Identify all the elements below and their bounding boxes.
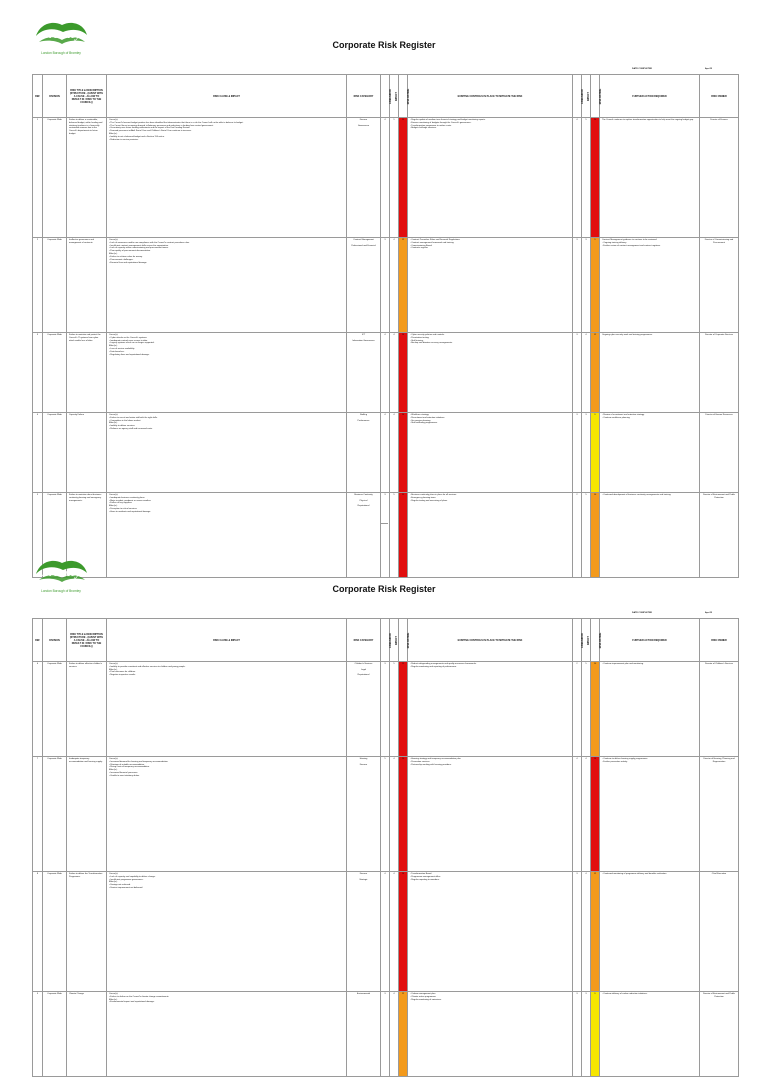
further-action: - Continued monitoring of programme delivery and benefits realisation. — [600, 872, 700, 992]
svg-text:London Borough of Bromley: London Borough of Bromley — [41, 51, 81, 55]
risk-cause-impact: Cause(s): • Inadequate business continuity plans. • Major incident, pandemic or severe weather. • Failure of key suppliers. Effect(s): • Disruption to critical services. • Harm to residents and reputational damage. — [107, 493, 347, 578]
col-current-likelihood: LIKELIHOOD — [573, 75, 582, 118]
risk-division: Corporate Wide — [43, 493, 67, 578]
risk-division: Corporate Wide — [43, 757, 67, 872]
current-rating: 12 — [591, 872, 600, 992]
gross-rating: 16 — [399, 413, 408, 493]
register-page-1 — [0, 0, 768, 518]
risk-title: Failure to deliver effective children's services. — [67, 662, 107, 757]
current-likelihood: 3 — [573, 413, 582, 493]
risk-cause-impact: Cause(s): • Failure to recruit and retain staff with the right skills. • Competition in the labour market. Effect(s): • Inability to deliver services. • Reliance on agency staff and increased costs. — [107, 413, 347, 493]
col-owner: RISK OWNER — [700, 619, 739, 662]
gross-rating: 16 — [399, 333, 408, 413]
risk-cause-impact: Cause(s): • Lack of awareness and/or non-compliance with the Council's contract procedure rules. • Insufficient contract management skills across the organisation. • Lack of capacity within commissioning and procurement teams. • Poor quality of procurement documentation. Effect(s): • Failure to achieve value for money. • Procurement challenges. • Financial loss and reputational damage. — [107, 238, 347, 333]
current-impact: 5 — [582, 662, 591, 757]
col-title: RISK TITLE & DESCRIPTION (STRUCTURE - (EVENT WITH A CAUSE - ALLOW TO RESULT IN / RISK TO THE COUNCIL)) — [67, 619, 107, 662]
existing-controls: - Housing strategy and temporary accommodation plan. - Prevention services. - Partnership working with housing providers. — [408, 757, 573, 872]
risk-owner: Chief Executive — [700, 872, 739, 992]
risk-ref: 8 — [33, 872, 43, 992]
risk-division: Corporate Wide — [43, 872, 67, 992]
risk-owner: Director of Environment and Public Protection — [700, 992, 739, 1077]
risk-division: Corporate Wide — [43, 118, 67, 238]
table-header-row — [33, 75, 739, 118]
current-rating: 10 — [591, 662, 600, 757]
gross-likelihood: 3 — [381, 493, 390, 578]
gross-likelihood: 5 — [381, 757, 390, 872]
current-likelihood: 3 — [573, 333, 582, 413]
col-gross-impact: IMPACT — [390, 75, 399, 118]
bromley-logo — [32, 16, 90, 60]
current-impact: 4 — [582, 872, 591, 992]
table-row — [33, 872, 739, 992]
risk-title: Ineffective governance and management of contracts. — [67, 238, 107, 333]
col-current-rating: RISK RATING — [591, 619, 600, 662]
risk-owner: Director of Finance — [700, 118, 739, 238]
risk-ref: 7 — [33, 757, 43, 872]
risk-title: Failure to maintain and protect the Council's IT systems from cyber attack and/or loss of data. — [67, 333, 107, 413]
svg-text:Bromley: Bromley — [41, 29, 81, 41]
table-row — [33, 238, 739, 333]
gross-impact: 4 — [390, 413, 399, 493]
risk-cause-impact: Cause(s): • Increased demand for housing and temporary accommodation. • Shortage of suitable accommodation. • Rising costs of temporary accommodation. Effect(s): • Increased financial pressures. • Unable to meet statutory duties. — [107, 757, 347, 872]
risk-owner: Director of Human Resources — [700, 413, 739, 493]
col-current-impact: IMPACT — [582, 75, 591, 118]
risk-register-table — [32, 618, 739, 1077]
gross-impact: 4 — [390, 757, 399, 872]
table-row — [33, 662, 739, 757]
current-rating: 10 — [591, 493, 600, 578]
risk-category: Finance Governance — [347, 118, 381, 238]
gross-impact: 4 — [390, 872, 399, 992]
further-action: Contract Management guidance to continue to be reviewed. - Ongoing training delivery. - Further review of contract management and contract registers. — [600, 238, 700, 333]
current-likelihood: 4 — [573, 757, 582, 872]
current-likelihood: 3 — [573, 238, 582, 333]
col-owner: RISK OWNER — [700, 75, 739, 118]
gross-impact: 5 — [390, 493, 399, 578]
table-row — [33, 118, 739, 238]
gross-likelihood: 3 — [381, 662, 390, 757]
gross-likelihood: 4 — [381, 118, 390, 238]
gross-impact: 4 — [390, 333, 399, 413]
col-controls: EXISTING CONTROLS IN PLACE TO MITIGATE THE RISK — [408, 619, 573, 662]
col-gross-rating: RISK RATING — [399, 75, 408, 118]
page-title: Corporate Risk Register — [332, 40, 436, 50]
col-gross-likelihood: LIKELIHOOD — [381, 75, 390, 118]
risk-category: Children's Services Legal Reputational — [347, 662, 381, 757]
date-completed-label: DATE COMPLETED — [632, 612, 653, 614]
gross-rating: 15 — [399, 662, 408, 757]
current-rating: 20 — [591, 118, 600, 238]
risk-category: Staffing Performance — [347, 413, 381, 493]
current-impact: 5 — [582, 118, 591, 238]
gross-impact: 5 — [390, 662, 399, 757]
risk-cause-impact: Cause(s): • The Council's forecast budget position has been identified that demonstrates that there is a risk the Council will not be able to balance its budget. • The Council faces increasing demand, inflationary pressures and reductions in funding from central government. • Uncertainty over future funding settlements and the impact of the Fair Funding Review. • Demand pressures in Adult Social Care and Children's Social Care continue to increase. Effect(s): • Inability to set a balanced budget and a Section 114 notice. • Reduction in service provision. — [107, 118, 347, 238]
risk-title: Inadequate temporary accommodation and housing supply. — [67, 757, 107, 872]
current-rating: 9 — [591, 413, 600, 493]
further-action: - Continued development of business continuity arrangements and training. — [600, 493, 700, 578]
current-rating: 9 — [591, 238, 600, 333]
col-ref: REF — [33, 75, 43, 118]
current-impact: 3 — [582, 992, 591, 1077]
current-likelihood: 2 — [573, 662, 582, 757]
risk-ref: 9 — [33, 992, 43, 1077]
gross-impact: 4 — [390, 238, 399, 333]
col-gross-likelihood: LIKELIHOOD — [381, 619, 390, 662]
risk-cause-impact: Cause(s): • Lack of capacity and capability to deliver change. • Insufficient programme governance. Effect(s): • Savings not achieved. • Service improvement not delivered. — [107, 872, 347, 992]
table-row — [33, 413, 739, 493]
existing-controls: - Workforce strategy. - Recruitment and retention initiatives. - Succession planning. - Staff wellbeing programmes. — [408, 413, 573, 493]
col-cause: RISK CAUSE & IMPACT — [107, 75, 347, 118]
col-category: RISK CATEGORY — [347, 75, 381, 118]
table-row — [33, 333, 739, 413]
col-further-action: FURTHER ACTION REQUIRED — [600, 75, 700, 118]
gross-rating: 16 — [399, 872, 408, 992]
col-cause: RISK CAUSE & IMPACT — [107, 619, 347, 662]
risk-title: Failure to maintain robust business continuity planning and emergency arrangements. — [67, 493, 107, 578]
gross-rating: 12 — [399, 992, 408, 1077]
risk-ref: 1 — [33, 118, 43, 238]
risk-title: Failure to deliver the Transformation Programme. — [67, 872, 107, 992]
risk-rows-page-1 — [33, 118, 739, 578]
risk-category: Contract Management Professional and Financial — [347, 238, 381, 333]
col-division: DIVISION — [43, 75, 67, 118]
further-action: - Continue delivery of carbon reduction initiatives. — [600, 992, 700, 1077]
risk-ref: 3 — [33, 333, 43, 413]
risk-category: ICT Information Governance — [347, 333, 381, 413]
gross-likelihood: 3 — [381, 992, 390, 1077]
existing-controls: - Regular update of medium term financial strategy and budget monitoring reports. - Finance monitoring of budgets through the Council's governance. - Transformation programme to reduce costs. - Budget challenge sessions. — [408, 118, 573, 238]
risk-category: Housing Finance — [347, 757, 381, 872]
col-division: DIVISION — [43, 619, 67, 662]
col-further-action: FURTHER ACTION REQUIRED — [600, 619, 700, 662]
current-likelihood: 4 — [573, 118, 582, 238]
risk-cause-impact: Cause(s): • Inability to provide consistent and effective services to children and young people. Effect(s): • Poor outcomes for children. • Negative inspection results. — [107, 662, 347, 757]
risk-division: Corporate Wide — [43, 333, 67, 413]
risk-cause-impact: Cause(s): • Failure to deliver on the Council's climate change commitments. Effect(s): • Environmental impact and reputational damage. — [107, 992, 347, 1077]
risk-owner: Director of Commissioning and Procurement — [700, 238, 739, 333]
page-separator — [380, 523, 388, 524]
current-likelihood: 3 — [573, 872, 582, 992]
risk-title: Failure to deliver a sustainable, balanced budget, within funding and statutory timelines in a financially sustainable manner due to the Council's departments to future budget. — [67, 118, 107, 238]
col-current-rating: RISK RATING — [591, 75, 600, 118]
gross-likelihood: 4 — [381, 872, 390, 992]
further-action: - Continue to deliver housing supply programmes. - Further prevention activity. — [600, 757, 700, 872]
col-ref: REF — [33, 619, 43, 662]
register-page-2 — [0, 538, 768, 1024]
current-impact: 3 — [582, 413, 591, 493]
risk-category: Environmental — [347, 992, 381, 1077]
col-gross-rating: RISK RATING — [399, 619, 408, 662]
risk-division: Corporate Wide — [43, 413, 67, 493]
gross-impact: 5 — [390, 118, 399, 238]
current-impact: 5 — [582, 493, 591, 578]
risk-register-table — [32, 74, 739, 578]
table-row — [33, 757, 739, 872]
risk-owner: Director of Children's Services — [700, 662, 739, 757]
gross-rating: 20 — [399, 118, 408, 238]
current-impact: 3 — [582, 238, 591, 333]
existing-controls: - Robust safeguarding arrangements and quality assurance frameworks. - Regular monitoring and reporting of performance. — [408, 662, 573, 757]
col-current-impact: IMPACT — [582, 619, 591, 662]
risk-owner: Director of Corporate Services — [700, 333, 739, 413]
col-current-likelihood: LIKELIHOOD — [573, 619, 582, 662]
risk-category: Finance Strategic — [347, 872, 381, 992]
date-completed-value: Apr-25 — [705, 612, 712, 614]
current-likelihood: 2 — [573, 493, 582, 578]
col-gross-impact: IMPACT — [390, 619, 399, 662]
risk-ref: 5 — [33, 493, 43, 578]
existing-controls: - Cyber security policies and controls. - Penetration testing. - Staff training. - Backup and disaster recovery arrangements. — [408, 333, 573, 413]
gross-rating: 15 — [399, 493, 408, 578]
current-rating: 16 — [591, 757, 600, 872]
svg-text:London Borough of Bromley: London Borough of Bromley — [41, 589, 81, 593]
risk-ref: 2 — [33, 238, 43, 333]
col-title: RISK TITLE & DESCRIPTION (STRUCTURE - (EVENT WITH A CAUSE - ALLOW TO RESULT IN / RISK TO THE COUNCIL)) — [67, 75, 107, 118]
risk-ref: 6 — [33, 662, 43, 757]
risk-ref: 4 — [33, 413, 43, 493]
risk-owner: Director of Environment and Public Protection — [700, 493, 739, 578]
risk-cause-impact: Cause(s): • Cyber attacks on the Council's systems. • Inadequate controls over access to data. • Legacy systems which are no longer supported. Effect(s): • Loss of service availability. • Data breaches. • Regulatory fines and reputational damage. — [107, 333, 347, 413]
gross-rating: 20 — [399, 757, 408, 872]
existing-controls: - Carbon management plan. - Climate action programme. - Regular monitoring of emissions. — [408, 992, 573, 1077]
page-title: Corporate Risk Register — [332, 584, 436, 594]
existing-controls: - Transformation Board. - Programme management office. - Regular reporting to members. — [408, 872, 573, 992]
further-action: - Review of recruitment and retention strategy. - Continue workforce planning. — [600, 413, 700, 493]
date-completed-label: DATE COMPLETED — [632, 68, 653, 70]
risk-title: Capacity Failure — [67, 413, 107, 493]
risk-division: Corporate Wide — [43, 238, 67, 333]
risk-division: Corporate Wide — [43, 662, 67, 757]
further-action: - Continue improvement plan and monitoring. — [600, 662, 700, 757]
existing-controls: - Contract Procedure Rules and Financial Regulations. - Contract management framework and training. - Commissioning Board. - Contracts register. — [408, 238, 573, 333]
gross-rating: 12 — [399, 238, 408, 333]
gross-likelihood: 4 — [381, 333, 390, 413]
table-row — [33, 992, 739, 1077]
risk-rows-page-2 — [33, 662, 739, 1077]
risk-category: Business Continuity Physical Reputational — [347, 493, 381, 578]
current-impact: 4 — [582, 333, 591, 413]
gross-likelihood: 3 — [381, 238, 390, 333]
current-rating: 9 — [591, 992, 600, 1077]
current-rating: 12 — [591, 333, 600, 413]
further-action: Ongoing cyber security work and training programmes. — [600, 333, 700, 413]
gross-likelihood: 4 — [381, 413, 390, 493]
risk-owner: Director of Housing, Planning and Regeneration — [700, 757, 739, 872]
svg-text:Bromley: Bromley — [41, 567, 81, 579]
risk-division: Corporate Wide — [43, 992, 67, 1077]
col-controls: EXISTING CONTROLS IN PLACE TO MITIGATE THE RISK — [408, 75, 573, 118]
date-completed-value: Apr-25 — [705, 68, 712, 70]
col-category: RISK CATEGORY — [347, 619, 381, 662]
further-action: The Council continues to explore transformation opportunities to help meet the ongoing budget gap. — [600, 118, 700, 238]
current-likelihood: 3 — [573, 992, 582, 1077]
table-header-row — [33, 619, 739, 662]
risk-title: Climate Change — [67, 992, 107, 1077]
gross-impact: 4 — [390, 992, 399, 1077]
existing-controls: - Business continuity plans in place for all services. - Emergency planning team. - Regular testing and exercising of plans. — [408, 493, 573, 578]
current-impact: 4 — [582, 757, 591, 872]
